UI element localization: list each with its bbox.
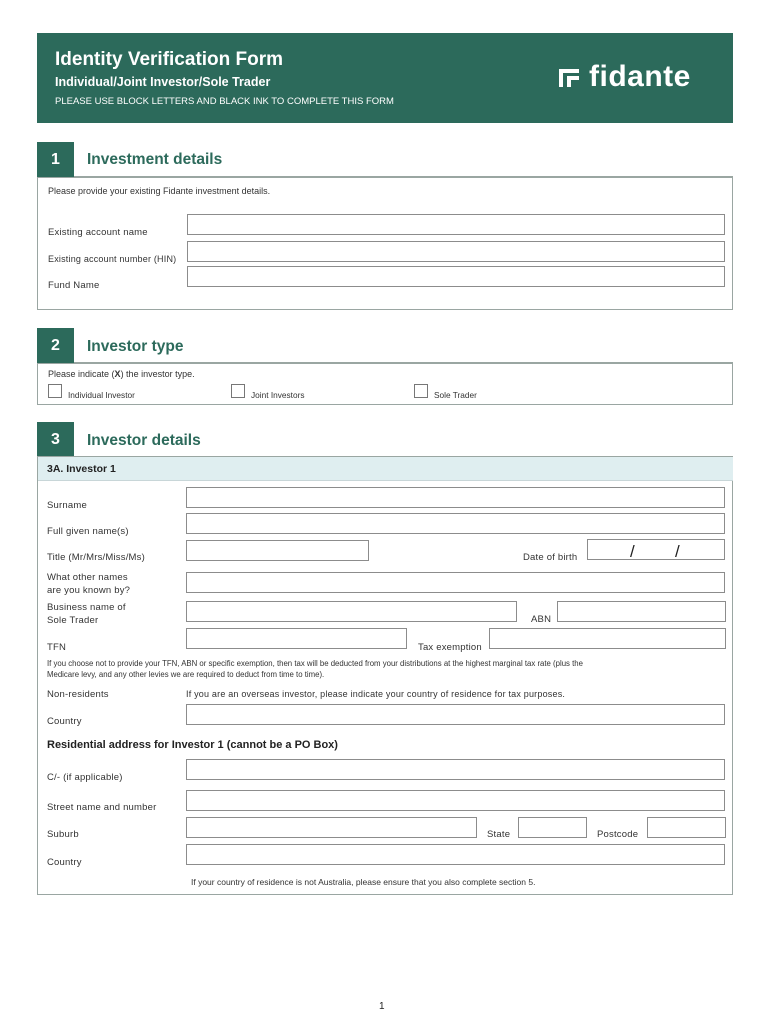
fidante-logo-icon: [559, 67, 581, 89]
intro-text: Please indicate (: [48, 369, 115, 379]
residency-note: If your country of residence is not Australia, please ensure that you also complete section 5.: [191, 877, 536, 887]
section-3-title: Investor details: [87, 432, 201, 449]
account-name-label: Existing account name: [48, 227, 148, 238]
postcode-field[interactable]: [647, 817, 726, 838]
surname-field[interactable]: [186, 487, 725, 508]
individual-investor-checkbox[interactable]: [48, 384, 62, 398]
fidante-logo: [559, 59, 691, 95]
care-of-label: C/- (if applicable): [47, 772, 123, 783]
street-field[interactable]: [186, 790, 725, 811]
section-2-intro: [48, 369, 195, 379]
postcode-label: Postcode: [597, 829, 639, 840]
investment-details-panel: [37, 177, 733, 310]
address-country-field[interactable]: [186, 844, 725, 865]
tax-country-label: Country: [47, 716, 82, 727]
investor-1-heading: 3A. Investor 1: [47, 463, 116, 475]
logo-text: fidante: [589, 60, 691, 93]
given-names-label: Full given name(s): [47, 526, 129, 537]
abn-label: ABN: [531, 614, 552, 625]
form-title: Identity Verification Form: [55, 49, 284, 70]
section-3-number: 3: [37, 422, 74, 457]
non-residents-note: If you are an overseas investor, please indicate your country of residence for tax purposes.: [186, 689, 566, 699]
state-label: State: [487, 829, 511, 840]
individual-investor-label: Individual Investor: [68, 390, 135, 400]
tax-exemption-label: Tax exemption: [418, 642, 482, 653]
form-instruction: PLEASE USE BLOCK LETTERS AND BLACK INK TO COMPLETE THIS FORM: [55, 96, 394, 107]
address-country-label: Country: [47, 857, 82, 868]
fund-name-label: Fund Name: [48, 280, 100, 291]
investor-type-panel: [37, 363, 733, 405]
title-label: Title (Mr/Mrs/Miss/Ms): [47, 552, 145, 563]
section-1-number: 1: [37, 142, 74, 177]
account-name-field[interactable]: [187, 214, 725, 235]
dob-separator: /: [630, 542, 635, 561]
intro-text: ) the investor type.: [120, 369, 195, 379]
joint-investors-checkbox[interactable]: [231, 384, 245, 398]
street-label: Street name and number: [47, 802, 157, 813]
sole-trader-label: Sole Trader: [434, 390, 477, 400]
tax-exemption-field[interactable]: [489, 628, 726, 649]
page-number: 1: [379, 1001, 385, 1012]
business-name-label: Business name of: [47, 602, 126, 613]
suburb-field[interactable]: [186, 817, 477, 838]
other-names-label: are you known by?: [47, 585, 131, 596]
dob-separator: /: [675, 542, 680, 561]
abn-field[interactable]: [557, 601, 726, 622]
section-2-number: 2: [37, 328, 74, 363]
non-residents-label: Non-residents: [47, 689, 109, 700]
account-number-label: Existing account number (HIN): [48, 254, 177, 264]
form-header: [37, 33, 733, 123]
sole-trader-checkbox[interactable]: [414, 384, 428, 398]
residential-address-heading: Residential address for Investor 1 (cannot be a PO Box): [47, 739, 338, 751]
care-of-field[interactable]: [186, 759, 725, 780]
joint-investors-label: Joint Investors: [251, 390, 305, 400]
tfn-field[interactable]: [186, 628, 407, 649]
tfn-note: Medicare levy, and any other levies we are required to deduct from time to time).: [47, 670, 325, 679]
section-1-title: Investment details: [87, 151, 223, 168]
investor-1-subheading: [38, 457, 733, 481]
form-subtitle: Individual/Joint Investor/Sole Trader: [55, 75, 271, 89]
other-names-label: What other names: [47, 572, 128, 583]
state-field[interactable]: [518, 817, 587, 838]
business-name-field[interactable]: [186, 601, 517, 622]
dob-label: Date of birth: [523, 552, 578, 563]
section-1-intro: Please provide your existing Fidante investment details.: [48, 186, 271, 196]
tfn-label: TFN: [47, 642, 67, 653]
section-2-title: Investor type: [87, 338, 184, 355]
intro-mark: X: [114, 369, 121, 379]
given-names-field[interactable]: [186, 513, 725, 534]
other-names-field[interactable]: [186, 572, 725, 593]
tfn-note: If you choose not to provide your TFN, ABN or specific exemption, then tax will be deducted from your distributions at the highest marginal tax rate (plus the: [47, 659, 583, 668]
business-name-label: Sole Trader: [47, 615, 99, 626]
suburb-label: Suburb: [47, 829, 79, 840]
account-number-field[interactable]: [187, 241, 725, 262]
tax-country-field[interactable]: [186, 704, 725, 725]
surname-label: Surname: [47, 500, 87, 511]
dob-field[interactable]: [587, 539, 725, 560]
title-field[interactable]: [186, 540, 369, 561]
fund-name-field[interactable]: [187, 266, 725, 287]
